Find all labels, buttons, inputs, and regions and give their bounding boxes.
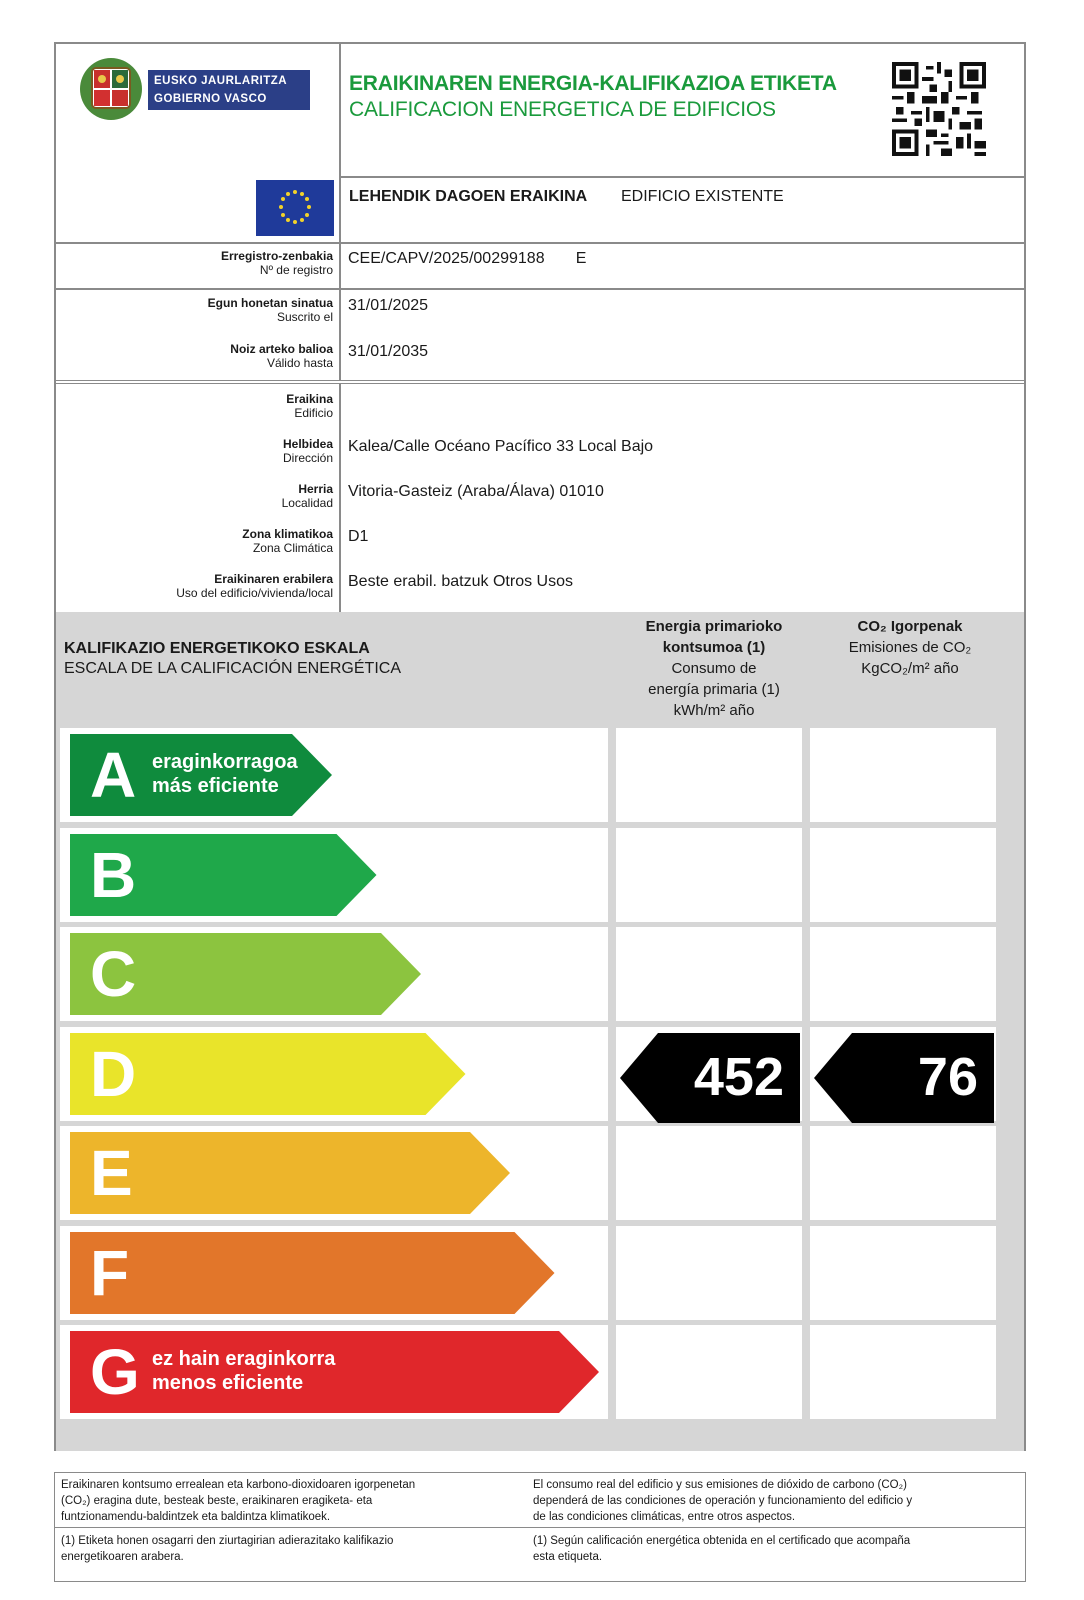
band-arrow-a	[70, 734, 332, 816]
footer-notes	[54, 1472, 1026, 1582]
band-arrow-b	[70, 834, 377, 916]
band-row-f	[60, 1226, 1008, 1320]
qr-code-icon[interactable]	[892, 62, 986, 156]
band-letter: F	[90, 1236, 130, 1309]
scale-title-es: ESCALA DE LA CALIFICACIÓN ENERGÉTICA	[64, 660, 401, 677]
footer-eu-text: Eraikinaren kontsumo errealean eta karbono-dioxidoaren igorpenetan (CO₂) eragina dute, besteak beste, eraikinaren eragiketa- eta funtzionamendu-baldintzek eta baldintza klimatikoek.	[61, 1479, 416, 1523]
primary-energy-cell	[616, 1126, 802, 1220]
dates-row	[56, 288, 1024, 380]
band-cell	[60, 1325, 608, 1419]
registry-letter: E	[575, 250, 587, 267]
co2-emissions-cell	[810, 828, 996, 922]
band-letter: E	[90, 1137, 133, 1209]
climate-zone-value: D1	[348, 528, 369, 545]
label-title-eu: ERAIKINAREN ENERGIA-KALIFIKAZIOA ETIKETA	[349, 72, 837, 95]
co2-emissions-rating	[814, 1033, 994, 1123]
logo-area	[56, 44, 341, 242]
address-value: Kalea/Calle Océano Pacífico 33 Local Bajo	[348, 438, 654, 455]
co2-emissions-header: CO₂ Igorpenak Emisiones de CO₂ KgCO₂/m² año	[848, 618, 972, 677]
band-arrow-d	[70, 1033, 466, 1115]
building-type	[341, 178, 1024, 242]
band-cell	[60, 927, 608, 1021]
primary-energy-cell	[616, 1226, 802, 1320]
band-arrow-g	[70, 1331, 599, 1413]
scale-title-eu: KALIFIKAZIO ENERGETIKOKO ESKALA	[64, 640, 370, 657]
primary-energy-cell	[616, 1027, 802, 1121]
band-cell	[60, 1027, 608, 1121]
locality-value: Vitoria-Gasteiz (Araba/Álava) 01010	[348, 483, 604, 500]
signed-label: Egun honetan sinatua Suscrito el	[207, 296, 333, 324]
co2-emissions-cell	[810, 1027, 996, 1121]
co2-emissions-cell	[810, 1126, 996, 1220]
building-use-value: Beste erabil. batzuk Otros Usos	[348, 573, 573, 590]
band-arrow-shape	[70, 1331, 599, 1413]
energy-label	[54, 42, 1026, 1451]
zone-label: Zona klimatikoa Zona Climática	[242, 527, 333, 555]
band-description-es: menos eficiente	[152, 1372, 304, 1394]
band-letter: G	[90, 1336, 140, 1408]
band-arrow-c	[70, 933, 421, 1015]
band-description-es: más eficiente	[152, 775, 279, 797]
band-cell	[60, 728, 608, 822]
locality-label: Herria Localidad	[281, 482, 333, 510]
band-row-g	[60, 1325, 1008, 1419]
government-name-eu: EUSKO JAURLARITZA	[154, 75, 288, 87]
primary-energy-cell	[616, 828, 802, 922]
band-cell	[60, 828, 608, 922]
band-arrow-shape	[70, 1232, 555, 1314]
label-title-es: CALIFICACION ENERGETICA DE EDIFICIOS	[349, 98, 776, 121]
co2-emissions-cell	[810, 728, 996, 822]
title-area	[341, 44, 1024, 178]
band-row-a	[60, 728, 1008, 822]
signed-date: 31/01/2025	[348, 297, 429, 314]
building-type-eu: LEHENDIK DAGOEN ERAIKINA	[349, 188, 588, 205]
primary-energy-rating-value: 452	[693, 1046, 784, 1107]
building-info	[56, 380, 1024, 612]
band-description-eu: eraginkorragoa	[152, 751, 298, 773]
coat-of-arms-icon	[78, 56, 144, 122]
co2-emissions-cell	[810, 927, 996, 1021]
band-cell	[60, 1226, 608, 1320]
footer-es-text: El consumo real del edificio y sus emisiones de dióxido de carbono (CO₂) dependerá de las condiciones de operación y funcionamiento del edificio y de las condiciones climáticas, entre otros aspectos.	[533, 1479, 913, 1523]
band-row-c	[60, 927, 1008, 1021]
basque-government-logo	[78, 56, 318, 126]
band-arrow-f	[70, 1232, 555, 1314]
co2-emissions-cell	[810, 1325, 996, 1419]
footer-eu-note: (1) Etiketa honen osagarri den ziurtagirian adierazitako kalifikazio energetikoaren arabera.	[61, 1535, 394, 1563]
valid-label: Noiz arteko balioa Válido hasta	[230, 342, 333, 370]
band-letter: A	[90, 739, 137, 811]
valid-date: 31/01/2035	[348, 343, 429, 360]
address-label: Helbidea Dirección	[282, 437, 333, 465]
eu-flag-icon	[256, 180, 334, 236]
government-name	[148, 70, 310, 110]
band-description-eu: ez hain eraginkorra	[152, 1348, 336, 1370]
band-arrow-shape	[70, 1132, 510, 1214]
band-arrow-e	[70, 1132, 510, 1214]
co2-emissions-cell	[810, 1226, 996, 1320]
government-name-es: GOBIERNO VASCO	[154, 93, 267, 105]
band-letter: D	[90, 1037, 137, 1110]
primary-energy-header: Energia primarioko kontsumoa (1) Consumo de energía primaria (1) kWh/m² año	[645, 618, 783, 719]
band-row-b	[60, 828, 1008, 922]
primary-energy-rating	[620, 1033, 800, 1123]
registry-row	[56, 242, 1024, 288]
registry-label: Erregistro-zenbakia Nº de registro	[220, 249, 333, 277]
band-letter: B	[90, 838, 137, 911]
co2-emissions-rating-value: 76	[917, 1046, 978, 1107]
band-letter: C	[90, 938, 137, 1010]
band-row-d	[60, 1027, 1008, 1121]
band-row-e	[60, 1126, 1008, 1220]
primary-energy-cell	[616, 927, 802, 1021]
building-type-es: EDIFICIO EXISTENTE	[621, 188, 784, 205]
use-label: Eraikinaren erabilera Uso del edificio/vivienda/local	[176, 572, 333, 600]
energy-scale	[56, 612, 1024, 1451]
band-cell	[60, 1126, 608, 1220]
footer-es-note: (1) Según calificación energética obtenida en el certificado que acompaña esta etiqueta.	[533, 1535, 911, 1563]
registry-number: CEE/CAPV/2025/00299188 E	[348, 250, 587, 267]
building-label: Eraikina Edificio	[286, 392, 333, 420]
primary-energy-cell	[616, 728, 802, 822]
primary-energy-cell	[616, 1325, 802, 1419]
